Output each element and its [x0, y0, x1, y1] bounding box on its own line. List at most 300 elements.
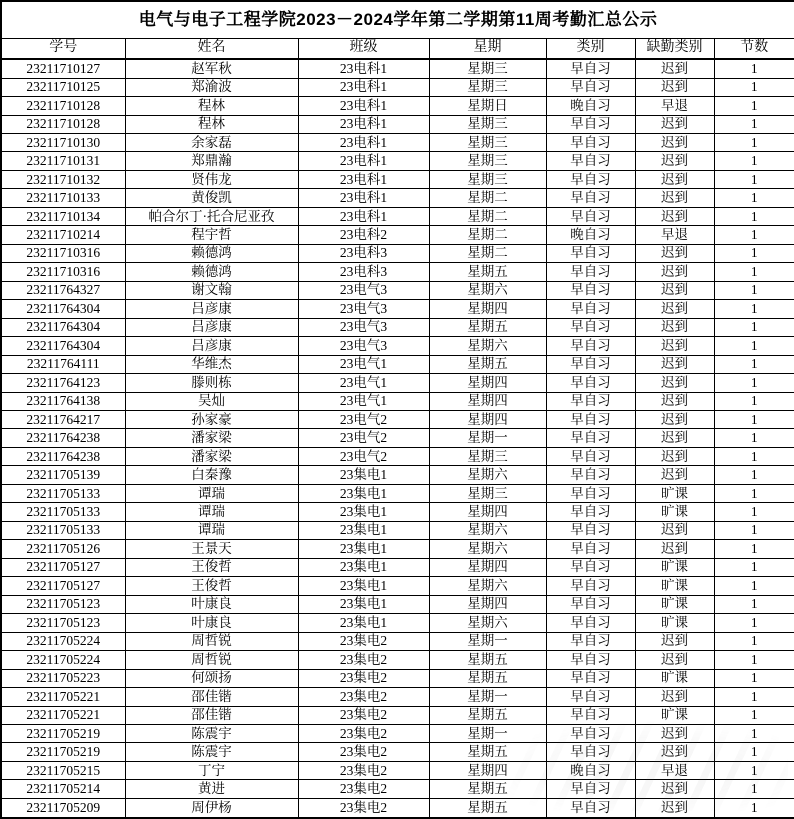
periods-cell: 1	[714, 59, 794, 78]
student-id-cell: 23211705223	[1, 669, 125, 687]
class-cell: 23电科1	[298, 133, 429, 151]
category-cell: 早自习	[546, 669, 635, 687]
student-id-cell: 23211705139	[1, 466, 125, 484]
student-id-cell: 23211710131	[1, 152, 125, 170]
column-header-absence-type: 缺勤类别	[635, 39, 714, 60]
column-header-periods: 节数	[714, 39, 794, 60]
periods-cell: 1	[714, 97, 794, 115]
table-row	[1, 577, 794, 595]
weekday-cell: 星期六	[429, 614, 546, 632]
student-id-cell: 23211764123	[1, 374, 125, 392]
periods-cell: 1	[714, 484, 794, 502]
table-row	[1, 392, 794, 410]
weekday-cell: 星期五	[429, 263, 546, 281]
absence-type-cell: 迟到	[635, 743, 714, 761]
name-cell: 何颂扬	[125, 669, 298, 687]
absence-type-cell: 旷课	[635, 595, 714, 613]
absence-type-cell: 迟到	[635, 780, 714, 798]
student-id-cell: 23211710134	[1, 207, 125, 225]
name-cell: 吴灿	[125, 392, 298, 410]
name-cell: 邵佳锴	[125, 688, 298, 706]
table-row	[1, 798, 794, 818]
category-cell: 早自习	[546, 706, 635, 724]
weekday-cell: 星期三	[429, 115, 546, 133]
weekday-cell: 星期四	[429, 392, 546, 410]
absence-type-cell: 旷课	[635, 706, 714, 724]
periods-cell: 1	[714, 115, 794, 133]
class-cell: 23电科1	[298, 189, 429, 207]
absence-type-cell: 迟到	[635, 392, 714, 410]
category-cell: 早自习	[546, 115, 635, 133]
student-id-cell: 23211705127	[1, 577, 125, 595]
periods-cell: 1	[714, 300, 794, 318]
weekday-cell: 星期一	[429, 429, 546, 447]
class-cell: 23电科3	[298, 244, 429, 262]
absence-type-cell: 迟到	[635, 355, 714, 373]
name-cell: 郑鼎瀚	[125, 152, 298, 170]
table-row	[1, 706, 794, 724]
student-id-cell: 23211705215	[1, 761, 125, 779]
absence-type-cell: 迟到	[635, 411, 714, 429]
name-cell: 周哲锐	[125, 632, 298, 650]
name-cell: 吕彦康	[125, 318, 298, 336]
periods-cell: 1	[714, 632, 794, 650]
table-row	[1, 355, 794, 373]
category-cell: 早自习	[546, 392, 635, 410]
table-row	[1, 558, 794, 576]
periods-cell: 1	[714, 503, 794, 521]
student-id-cell: 23211764304	[1, 337, 125, 355]
name-cell: 帕合尔丁·托合尼亚孜	[125, 207, 298, 225]
absence-type-cell: 迟到	[635, 170, 714, 188]
class-cell: 23电气1	[298, 392, 429, 410]
class-cell: 23电气1	[298, 355, 429, 373]
weekday-cell: 星期四	[429, 558, 546, 576]
weekday-cell: 星期五	[429, 355, 546, 373]
name-cell: 陈震宇	[125, 743, 298, 761]
class-cell: 23电气3	[298, 337, 429, 355]
name-cell: 华维杰	[125, 355, 298, 373]
category-cell: 早自习	[546, 780, 635, 798]
absence-type-cell: 迟到	[635, 429, 714, 447]
absence-type-cell: 旷课	[635, 558, 714, 576]
absence-type-cell: 迟到	[635, 466, 714, 484]
class-cell: 23集电1	[298, 558, 429, 576]
table-row	[1, 466, 794, 484]
absence-type-cell: 迟到	[635, 651, 714, 669]
category-cell: 早自习	[546, 59, 635, 78]
absence-type-cell: 迟到	[635, 244, 714, 262]
absence-type-cell: 迟到	[635, 798, 714, 818]
class-cell: 23集电2	[298, 651, 429, 669]
absence-type-cell: 迟到	[635, 59, 714, 78]
periods-cell: 1	[714, 411, 794, 429]
class-cell: 23电科1	[298, 97, 429, 115]
class-cell: 23集电1	[298, 466, 429, 484]
category-cell: 早自习	[546, 170, 635, 188]
weekday-cell: 星期六	[429, 540, 546, 558]
table-row	[1, 170, 794, 188]
table-row	[1, 688, 794, 706]
student-id-cell: 23211705133	[1, 484, 125, 502]
name-cell: 吕彦康	[125, 337, 298, 355]
name-cell: 赖德鸿	[125, 244, 298, 262]
table-row	[1, 189, 794, 207]
absence-type-cell: 迟到	[635, 447, 714, 465]
student-id-cell: 23211710127	[1, 59, 125, 78]
category-cell: 早自习	[546, 651, 635, 669]
student-id-cell: 23211764238	[1, 429, 125, 447]
weekday-cell: 星期四	[429, 595, 546, 613]
table-row	[1, 595, 794, 613]
category-cell: 早自习	[546, 411, 635, 429]
name-cell: 潘家梁	[125, 429, 298, 447]
category-cell: 早自习	[546, 244, 635, 262]
category-cell: 早自习	[546, 558, 635, 576]
weekday-cell: 星期三	[429, 133, 546, 151]
name-cell: 邵佳锴	[125, 706, 298, 724]
category-cell: 晚自习	[546, 226, 635, 244]
table-row	[1, 374, 794, 392]
absence-type-cell: 迟到	[635, 300, 714, 318]
weekday-cell: 星期二	[429, 244, 546, 262]
periods-cell: 1	[714, 595, 794, 613]
absence-type-cell: 迟到	[635, 78, 714, 96]
student-id-cell: 23211764327	[1, 281, 125, 299]
absence-type-cell: 迟到	[635, 152, 714, 170]
weekday-cell: 星期六	[429, 466, 546, 484]
weekday-cell: 星期二	[429, 226, 546, 244]
header-row	[1, 39, 794, 60]
periods-cell: 1	[714, 540, 794, 558]
name-cell: 周伊杨	[125, 798, 298, 818]
absence-type-cell: 早退	[635, 97, 714, 115]
absence-type-cell: 迟到	[635, 688, 714, 706]
category-cell: 早自习	[546, 503, 635, 521]
periods-cell: 1	[714, 466, 794, 484]
table-row	[1, 318, 794, 336]
student-id-cell: 23211705209	[1, 798, 125, 818]
table-row	[1, 447, 794, 465]
absence-type-cell: 迟到	[635, 115, 714, 133]
class-cell: 23电科1	[298, 152, 429, 170]
weekday-cell: 星期四	[429, 761, 546, 779]
student-id-cell: 23211705221	[1, 706, 125, 724]
weekday-cell: 星期一	[429, 688, 546, 706]
class-cell: 23集电2	[298, 743, 429, 761]
table-row	[1, 411, 794, 429]
name-cell: 孙家豪	[125, 411, 298, 429]
periods-cell: 1	[714, 688, 794, 706]
absence-type-cell: 迟到	[635, 724, 714, 742]
weekday-cell: 星期一	[429, 724, 546, 742]
class-cell: 23电气3	[298, 318, 429, 336]
absence-type-cell: 迟到	[635, 263, 714, 281]
table-row	[1, 300, 794, 318]
category-cell: 早自习	[546, 595, 635, 613]
category-cell: 早自习	[546, 724, 635, 742]
table-row	[1, 59, 794, 78]
periods-cell: 1	[714, 447, 794, 465]
category-cell: 早自习	[546, 133, 635, 151]
weekday-cell: 星期一	[429, 632, 546, 650]
name-cell: 赖德鸿	[125, 263, 298, 281]
class-cell: 23电科3	[298, 263, 429, 281]
name-cell: 赵军秋	[125, 59, 298, 78]
weekday-cell: 星期四	[429, 374, 546, 392]
name-cell: 谭瑞	[125, 521, 298, 539]
class-cell: 23电科1	[298, 78, 429, 96]
absence-type-cell: 迟到	[635, 521, 714, 539]
weekday-cell: 星期六	[429, 281, 546, 299]
absence-type-cell: 旷课	[635, 614, 714, 632]
name-cell: 王俊哲	[125, 577, 298, 595]
table-row	[1, 632, 794, 650]
weekday-cell: 星期五	[429, 669, 546, 687]
weekday-cell: 星期二	[429, 207, 546, 225]
table-row	[1, 337, 794, 355]
table-row	[1, 207, 794, 225]
student-id-cell: 23211764138	[1, 392, 125, 410]
category-cell: 早自习	[546, 447, 635, 465]
periods-cell: 1	[714, 78, 794, 96]
weekday-cell: 星期五	[429, 318, 546, 336]
weekday-cell: 星期三	[429, 170, 546, 188]
student-id-cell: 23211705126	[1, 540, 125, 558]
student-id-cell: 23211710214	[1, 226, 125, 244]
column-header-weekday: 星期	[429, 39, 546, 60]
class-cell: 23电科1	[298, 207, 429, 225]
name-cell: 谢文翰	[125, 281, 298, 299]
name-cell: 陈震宇	[125, 724, 298, 742]
student-id-cell: 23211764217	[1, 411, 125, 429]
student-id-cell: 23211705219	[1, 743, 125, 761]
category-cell: 早自习	[546, 484, 635, 502]
table-row	[1, 521, 794, 539]
table-row	[1, 743, 794, 761]
periods-cell: 1	[714, 170, 794, 188]
student-id-cell: 23211705123	[1, 614, 125, 632]
page-title: 电气与电子工程学院2023－2024学年第二学期第11周考勤汇总公示	[1, 1, 794, 39]
weekday-cell: 星期三	[429, 484, 546, 502]
column-header-category: 类别	[546, 39, 635, 60]
table-row	[1, 263, 794, 281]
category-cell: 早自习	[546, 207, 635, 225]
class-cell: 23电气2	[298, 411, 429, 429]
periods-cell: 1	[714, 374, 794, 392]
table-row	[1, 484, 794, 502]
absence-type-cell: 旷课	[635, 669, 714, 687]
category-cell: 早自习	[546, 374, 635, 392]
category-cell: 早自习	[546, 429, 635, 447]
name-cell: 贤伟龙	[125, 170, 298, 188]
absence-type-cell: 迟到	[635, 189, 714, 207]
student-id-cell: 23211705133	[1, 521, 125, 539]
category-cell: 早自习	[546, 466, 635, 484]
periods-cell: 1	[714, 337, 794, 355]
weekday-cell: 星期日	[429, 97, 546, 115]
student-id-cell: 23211705224	[1, 651, 125, 669]
table-row	[1, 761, 794, 779]
name-cell: 郑渝波	[125, 78, 298, 96]
student-id-cell: 23211705127	[1, 558, 125, 576]
category-cell: 早自习	[546, 577, 635, 595]
student-id-cell: 23211710316	[1, 263, 125, 281]
class-cell: 23集电2	[298, 632, 429, 650]
periods-cell: 1	[714, 521, 794, 539]
category-cell: 早自习	[546, 688, 635, 706]
category-cell: 早自习	[546, 152, 635, 170]
student-id-cell: 23211764111	[1, 355, 125, 373]
periods-cell: 1	[714, 724, 794, 742]
weekday-cell: 星期五	[429, 651, 546, 669]
category-cell: 早自习	[546, 743, 635, 761]
title-row	[1, 1, 794, 39]
class-cell: 23电科2	[298, 226, 429, 244]
table-row	[1, 226, 794, 244]
name-cell: 潘家梁	[125, 447, 298, 465]
name-cell: 丁宁	[125, 761, 298, 779]
name-cell: 王景天	[125, 540, 298, 558]
table-row	[1, 281, 794, 299]
table-row	[1, 614, 794, 632]
periods-cell: 1	[714, 743, 794, 761]
absence-type-cell: 旷课	[635, 577, 714, 595]
student-id-cell: 23211710316	[1, 244, 125, 262]
table-row	[1, 429, 794, 447]
periods-cell: 1	[714, 244, 794, 262]
name-cell: 谭瑞	[125, 484, 298, 502]
class-cell: 23电科1	[298, 59, 429, 78]
class-cell: 23电气3	[298, 281, 429, 299]
student-id-cell: 23211710125	[1, 78, 125, 96]
column-header-student-id: 学号	[1, 39, 125, 60]
absence-type-cell: 迟到	[635, 374, 714, 392]
absence-type-cell: 迟到	[635, 632, 714, 650]
absence-type-cell: 迟到	[635, 207, 714, 225]
student-id-cell: 23211710128	[1, 115, 125, 133]
weekday-cell: 星期三	[429, 447, 546, 465]
table-row	[1, 780, 794, 798]
periods-cell: 1	[714, 558, 794, 576]
absence-type-cell: 早退	[635, 226, 714, 244]
student-id-cell: 23211764238	[1, 447, 125, 465]
class-cell: 23集电1	[298, 614, 429, 632]
periods-cell: 1	[714, 614, 794, 632]
category-cell: 早自习	[546, 521, 635, 539]
class-cell: 23电科1	[298, 170, 429, 188]
weekday-cell: 星期四	[429, 411, 546, 429]
periods-cell: 1	[714, 392, 794, 410]
absence-type-cell: 迟到	[635, 133, 714, 151]
class-cell: 23集电2	[298, 798, 429, 818]
class-cell: 23电气1	[298, 374, 429, 392]
student-id-cell: 23211710133	[1, 189, 125, 207]
absence-type-cell: 早退	[635, 761, 714, 779]
class-cell: 23集电1	[298, 540, 429, 558]
name-cell: 黄俊凯	[125, 189, 298, 207]
table-row	[1, 651, 794, 669]
weekday-cell: 星期六	[429, 337, 546, 355]
table-row	[1, 540, 794, 558]
periods-cell: 1	[714, 669, 794, 687]
category-cell: 早自习	[546, 281, 635, 299]
class-cell: 23集电2	[298, 780, 429, 798]
category-cell: 早自习	[546, 263, 635, 281]
table-row	[1, 244, 794, 262]
class-cell: 23集电1	[298, 577, 429, 595]
student-id-cell: 23211705214	[1, 780, 125, 798]
absence-type-cell: 旷课	[635, 484, 714, 502]
weekday-cell: 星期五	[429, 798, 546, 818]
weekday-cell: 星期四	[429, 503, 546, 521]
class-cell: 23集电1	[298, 503, 429, 521]
student-id-cell: 23211710130	[1, 133, 125, 151]
class-cell: 23电气2	[298, 429, 429, 447]
category-cell: 早自习	[546, 300, 635, 318]
weekday-cell: 星期五	[429, 743, 546, 761]
absence-type-cell: 迟到	[635, 540, 714, 558]
student-id-cell: 23211764304	[1, 300, 125, 318]
student-id-cell: 23211705219	[1, 724, 125, 742]
category-cell: 早自习	[546, 632, 635, 650]
name-cell: 黄进	[125, 780, 298, 798]
name-cell: 程宇哲	[125, 226, 298, 244]
class-cell: 23集电1	[298, 595, 429, 613]
periods-cell: 1	[714, 798, 794, 818]
category-cell: 晚自习	[546, 97, 635, 115]
table-row	[1, 669, 794, 687]
class-cell: 23集电2	[298, 724, 429, 742]
student-id-cell: 23211705133	[1, 503, 125, 521]
periods-cell: 1	[714, 780, 794, 798]
periods-cell: 1	[714, 226, 794, 244]
periods-cell: 1	[714, 281, 794, 299]
table-row	[1, 115, 794, 133]
category-cell: 早自习	[546, 78, 635, 96]
periods-cell: 1	[714, 189, 794, 207]
table-row	[1, 152, 794, 170]
name-cell: 周哲锐	[125, 651, 298, 669]
class-cell: 23集电2	[298, 688, 429, 706]
weekday-cell: 星期三	[429, 59, 546, 78]
name-cell: 程林	[125, 115, 298, 133]
category-cell: 晚自习	[546, 761, 635, 779]
table-row	[1, 503, 794, 521]
periods-cell: 1	[714, 207, 794, 225]
absence-type-cell: 迟到	[635, 318, 714, 336]
periods-cell: 1	[714, 263, 794, 281]
class-cell: 23电气2	[298, 447, 429, 465]
student-id-cell: 23211710128	[1, 97, 125, 115]
periods-cell: 1	[714, 761, 794, 779]
category-cell: 早自习	[546, 318, 635, 336]
periods-cell: 1	[714, 429, 794, 447]
name-cell: 叶康良	[125, 595, 298, 613]
periods-cell: 1	[714, 577, 794, 595]
periods-cell: 1	[714, 706, 794, 724]
student-id-cell: 23211764304	[1, 318, 125, 336]
class-cell: 23集电1	[298, 521, 429, 539]
table-row	[1, 97, 794, 115]
table-row	[1, 724, 794, 742]
table-row	[1, 133, 794, 151]
column-header-class: 班级	[298, 39, 429, 60]
student-id-cell: 23211705221	[1, 688, 125, 706]
table-row	[1, 78, 794, 96]
periods-cell: 1	[714, 318, 794, 336]
category-cell: 早自习	[546, 189, 635, 207]
